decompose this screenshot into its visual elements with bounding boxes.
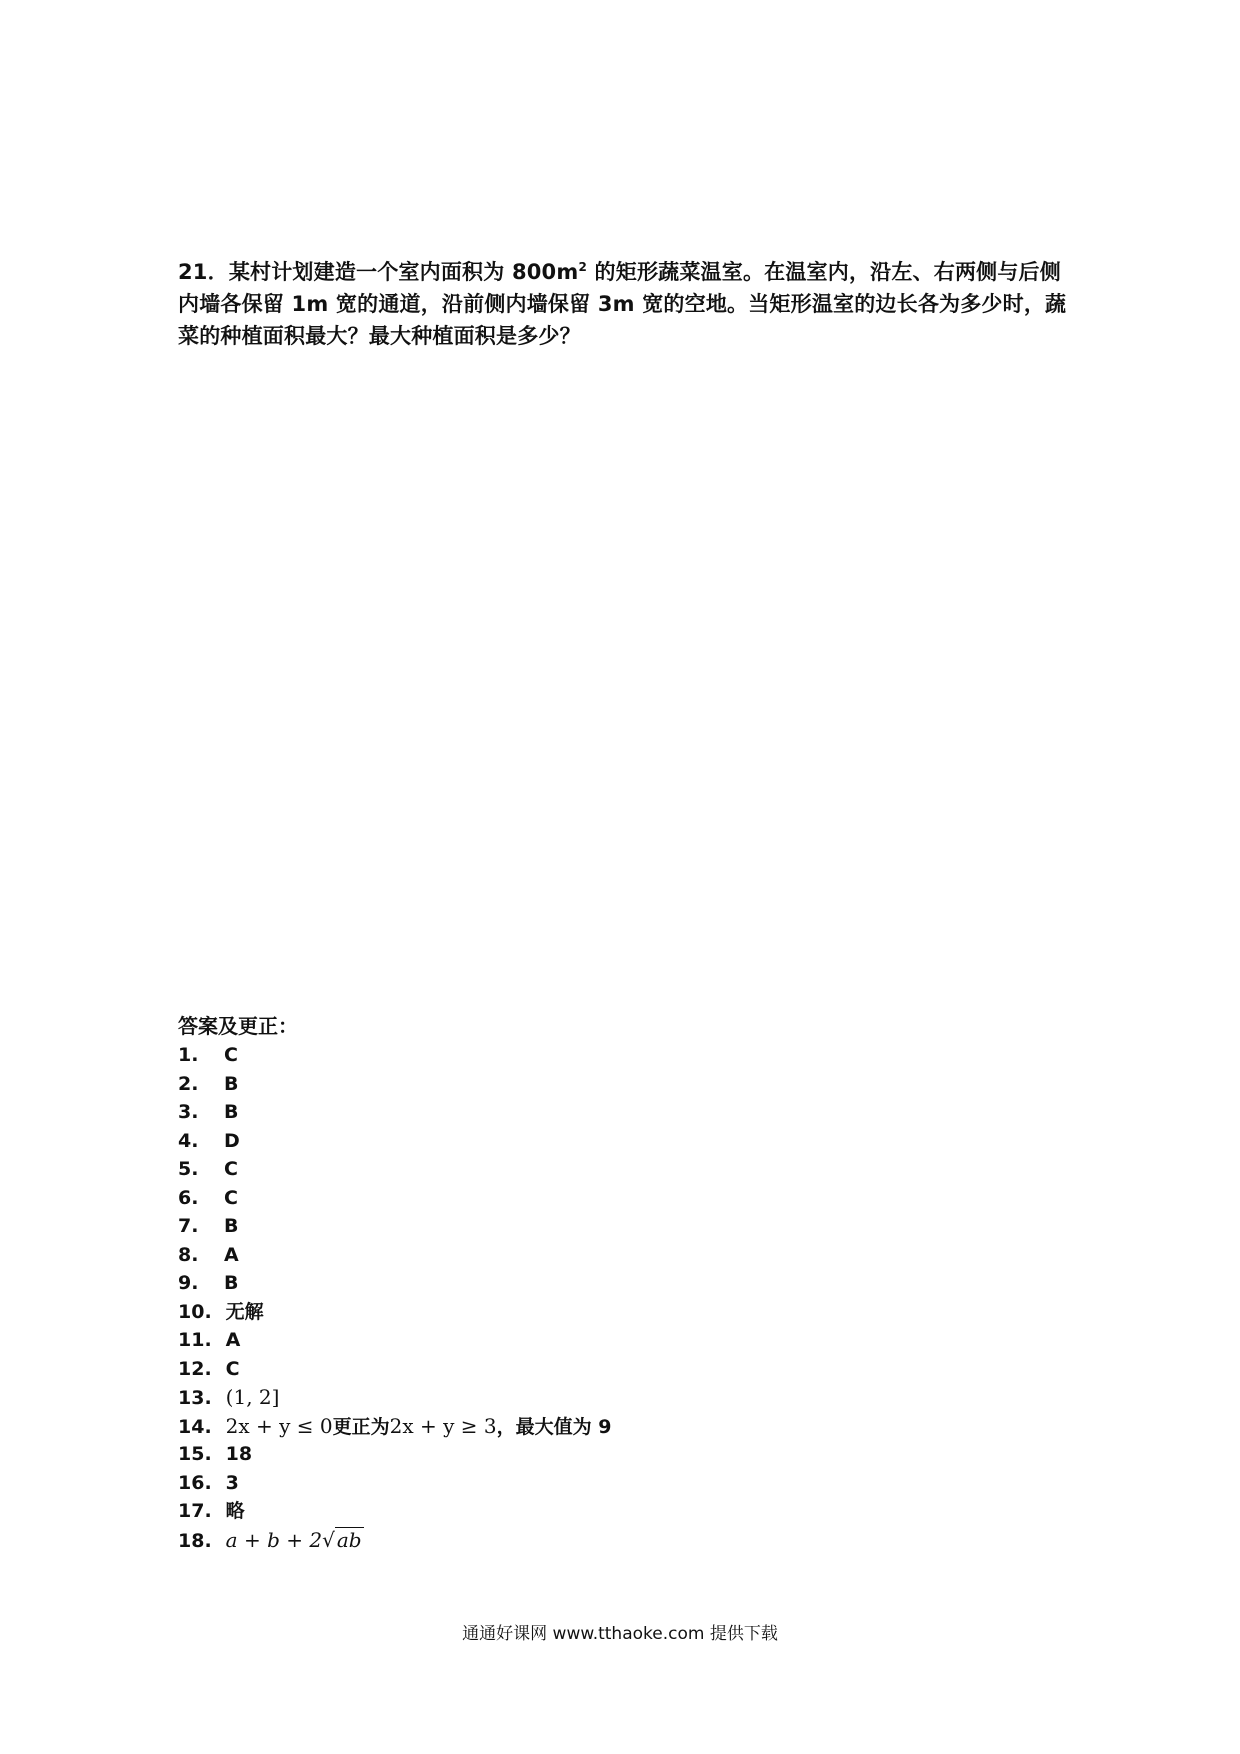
answer-item-3 [178, 1098, 978, 1127]
answer-item-6 [178, 1184, 978, 1213]
answer-value: 无解 [225, 1300, 264, 1323]
answer-number: 6. [178, 1186, 199, 1209]
answer-item-16 [178, 1469, 978, 1498]
answer-item-7 [178, 1212, 978, 1241]
square-root [322, 1526, 363, 1555]
answer-value: 略 [225, 1500, 245, 1522]
page-footer: 通通好课网 www.tthaoke.com 提供下载 [462, 1624, 778, 1644]
answer-correction-label: 更正为 [332, 1415, 390, 1438]
answer-item-17 [178, 1497, 978, 1526]
math-prefix: a + b + 2 [225, 1527, 323, 1552]
answer-item-1 [178, 1041, 978, 1070]
answer-math-expression [226, 1528, 364, 1552]
answer-item-5 [178, 1155, 978, 1184]
answer-item-12 [178, 1355, 978, 1384]
answer-item-18 [178, 1526, 978, 1555]
answer-number: 2. [178, 1072, 199, 1095]
answer-math-interval: (1, 2] [225, 1385, 280, 1409]
radicand: ab [336, 1527, 362, 1552]
answer-number: 8. [178, 1243, 199, 1266]
answer-number: 16. [178, 1471, 212, 1494]
answer-item-2 [178, 1070, 978, 1099]
answer-value: B [224, 1272, 239, 1294]
answers-section [178, 1012, 978, 1554]
answer-number: 17. [178, 1500, 212, 1522]
answer-number: 13. [178, 1387, 212, 1409]
answer-value: A [225, 1329, 241, 1351]
answer-item-8 [178, 1241, 978, 1270]
answer-number: 11. [178, 1329, 212, 1351]
answer-value: C [224, 1044, 238, 1066]
answer-item-13 [178, 1383, 978, 1412]
question-superscript: 2 [578, 260, 588, 274]
answer-value: B [224, 1215, 239, 1237]
answer-number: 9. [178, 1272, 199, 1294]
answer-item-15 [178, 1440, 978, 1469]
answers-heading: 答案及更正： [178, 1014, 298, 1038]
answer-number: 5. [178, 1158, 199, 1180]
answer-value: B [224, 1072, 239, 1095]
question-text-part2: 的矩形蔬菜温室。在温室内，沿左、右两侧与后侧内墙各保留 1m 宽的通道，沿前侧内墙保留 3m 宽的空地。当矩形温室的边长各为多少时，蔬菜的种植面积最大？最大种植面积是多少？ [178, 260, 1067, 348]
answer-math-original: 2x + y ≤ 0 [225, 1413, 333, 1438]
answer-value: 18 [225, 1443, 253, 1465]
answer-number: 3. [178, 1101, 199, 1123]
radical-sign-icon: √ [322, 1527, 335, 1552]
answer-math-corrected: 2x + y ≥ 3 [389, 1413, 497, 1438]
answer-item-4 [178, 1127, 978, 1156]
answer-number: 14. [178, 1415, 212, 1438]
answer-number: 12. [178, 1357, 212, 1380]
answer-value: A [224, 1243, 239, 1266]
answer-number: 1. [178, 1044, 199, 1066]
question-number: 21． [178, 260, 229, 284]
answer-item-9 [178, 1269, 978, 1298]
answer-max-value: ，最大值为 9 [496, 1415, 612, 1438]
answer-item-10 [178, 1298, 978, 1327]
answer-number: 7. [178, 1215, 199, 1237]
answer-item-14 [178, 1412, 978, 1441]
answer-number: 18. [178, 1529, 212, 1552]
answer-value: C [224, 1158, 238, 1180]
answer-list [178, 1041, 978, 1554]
answer-item-11 [178, 1326, 978, 1355]
answer-value: B [224, 1101, 239, 1123]
answer-value: D [224, 1129, 240, 1152]
answer-number: 15. [178, 1443, 212, 1465]
answer-number: 10. [178, 1300, 212, 1323]
answer-value: 3 [225, 1471, 239, 1494]
question-text-part1: 某村计划建造一个室内面积为 800m [228, 260, 579, 284]
answer-number: 4. [178, 1129, 199, 1152]
question-21 [178, 256, 1068, 352]
answer-value: C [224, 1186, 238, 1209]
answer-value: C [225, 1357, 240, 1380]
